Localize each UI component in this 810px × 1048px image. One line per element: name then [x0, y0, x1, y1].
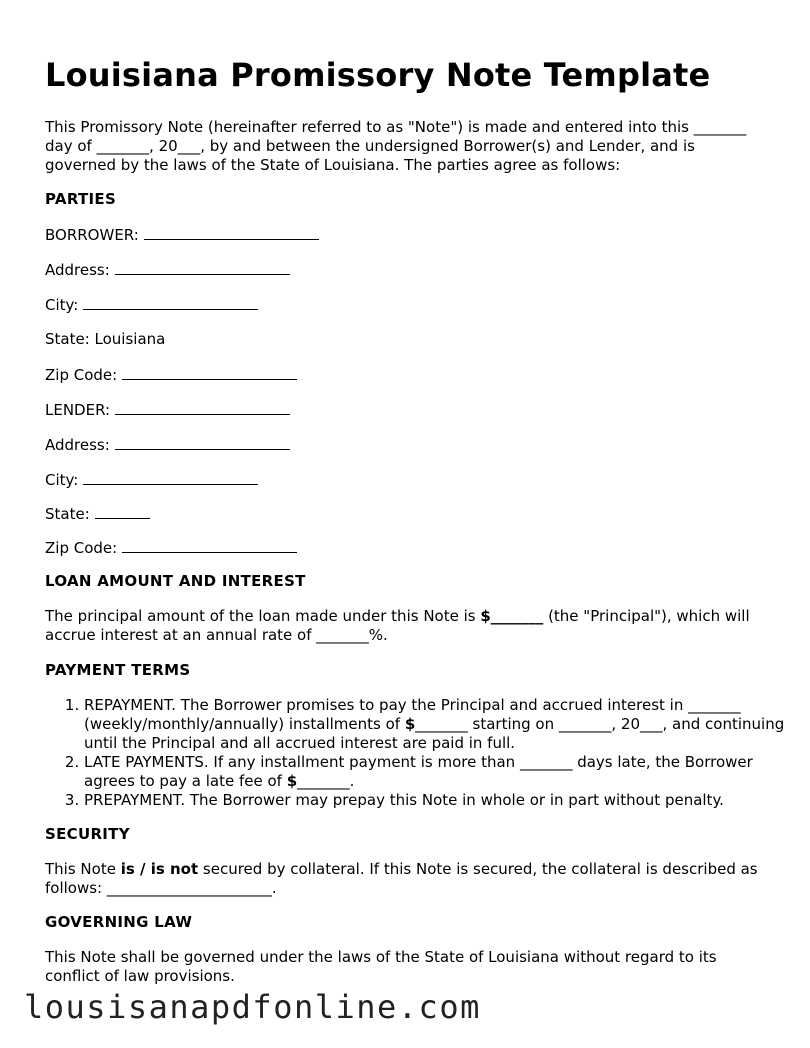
borrower-zip-line [45, 365, 297, 385]
late-text-a: LATE PAYMENTS. If any installment payment is more than _______ days late, the Borrower agrees to pay a late fee of [84, 753, 753, 790]
payment-terms-list [45, 696, 804, 810]
lender-zip-line [45, 538, 297, 558]
repayment-text-b: _______ starting on _______, 20___, and continuing until the Principal and all accrued interest are paid in full. [84, 715, 785, 752]
lender-address-line [45, 435, 290, 455]
security-heading: SECURITY [45, 825, 130, 843]
payment-heading: PAYMENT TERMS [45, 661, 191, 679]
loan-paragraph [45, 607, 770, 645]
lender-address-label: Address: [45, 436, 110, 454]
borrower-line [45, 225, 319, 245]
parties-heading: PARTIES [45, 190, 117, 208]
borrower-address-label: Address: [45, 261, 110, 279]
lender-city-line [45, 470, 258, 490]
late-text-b: _______. [297, 772, 355, 790]
lender-state-field[interactable] [95, 504, 150, 519]
borrower-city-label: City: [45, 296, 79, 314]
loan-principal-amount: $_______ [480, 607, 544, 625]
repayment-dollar: $ [404, 715, 416, 733]
loan-heading: LOAN AMOUNT AND INTEREST [45, 572, 306, 590]
borrower-zip-label: Zip Code: [45, 366, 118, 384]
list-item-repayment [84, 696, 804, 753]
borrower-city-field[interactable] [83, 295, 258, 310]
lender-state-label: State: [45, 505, 90, 523]
lender-zip-label: Zip Code: [45, 539, 118, 557]
lender-zip-field[interactable] [122, 538, 297, 553]
borrower-zip-field[interactable] [122, 365, 297, 380]
late-dollar: $ [286, 772, 298, 790]
lender-city-label: City: [45, 471, 79, 489]
borrower-state-line: State: Louisiana [45, 330, 166, 348]
security-text-1: This Note [45, 860, 121, 878]
governing-paragraph: This Note shall be governed under the laws of the State of Louisiana without regard to its conflict of law provisions. [45, 948, 717, 985]
borrower-label: BORROWER: [45, 226, 139, 244]
lender-label: LENDER: [45, 401, 111, 419]
borrower-address-field[interactable] [115, 260, 290, 275]
lender-address-field[interactable] [115, 435, 290, 450]
lender-line [45, 400, 290, 420]
list-item-late-payments [84, 753, 804, 791]
loan-text-1: The principal amount of the loan made under this Note is [45, 607, 481, 625]
security-paragraph [45, 860, 770, 898]
intro-paragraph: This Promissory Note (hereinafter referred to as "Note") is made and entered into this _______ day of _______, 20___, by and between the undersigned Borrower(s) and Lender, and is governed by the laws of the State of Louisiana. The parties agree as follows: [45, 118, 747, 174]
repayment-text-a: REPAYMENT. The Borrower promises to pay the Principal and accrued interest in _______ (weekly/monthly/annually) installments of [84, 696, 741, 733]
security-is-is-not: is / is not [120, 860, 199, 878]
borrower-address-line [45, 260, 290, 280]
security-text-2: secured by collateral. If this Note is secured, the collateral is described as follows: ______________________. [45, 860, 758, 897]
page-title: Louisiana Promissory Note Template [45, 56, 711, 94]
watermark: lousisanapdfonline.com [24, 988, 481, 1026]
borrower-name-field[interactable] [144, 225, 319, 240]
borrower-city-line [45, 295, 258, 315]
lender-city-field[interactable] [83, 470, 258, 485]
loan-text-2: (the "Principal"), which will accrue interest at an annual rate of _______%. [45, 607, 750, 644]
list-item-prepayment: 3. PREPAYMENT. The Borrower may prepay this Note in whole or in part without penalty. [84, 791, 804, 810]
lender-state-line [45, 504, 150, 524]
lender-name-field[interactable] [115, 400, 290, 415]
governing-heading: GOVERNING LAW [45, 913, 193, 931]
